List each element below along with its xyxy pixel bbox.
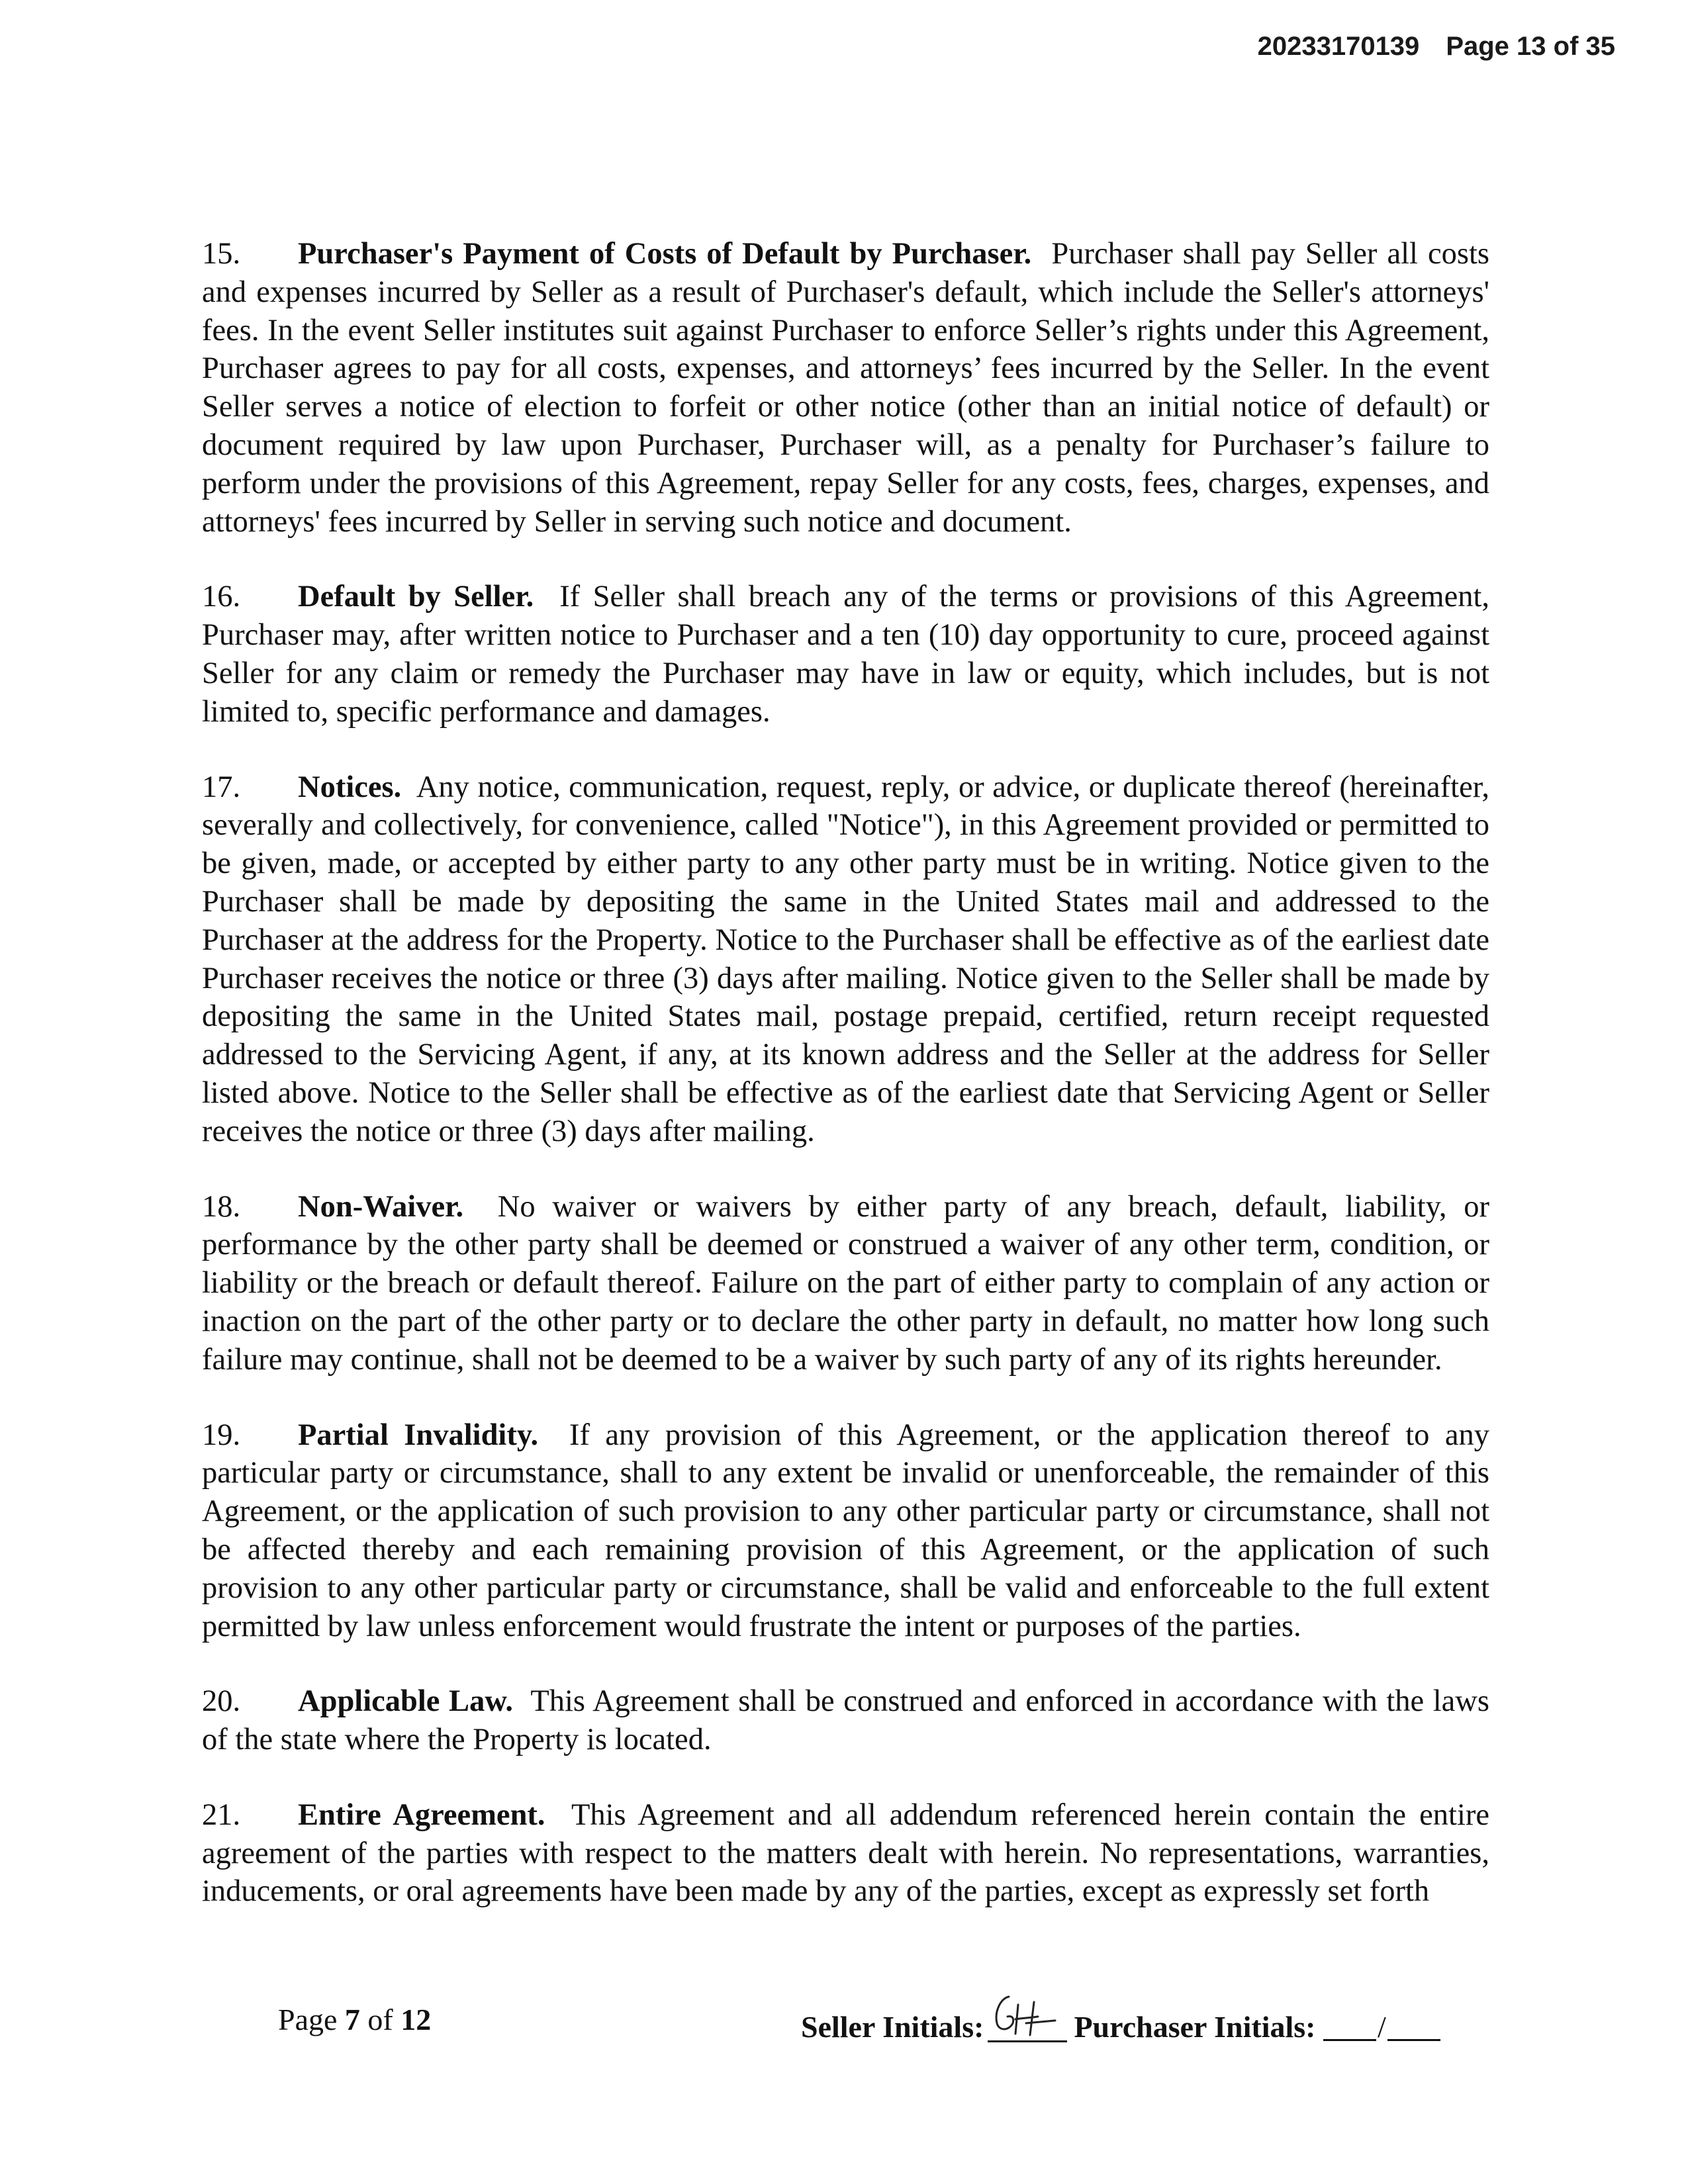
section-16 xyxy=(202,578,1489,731)
section-heading: Purchaser's Payment of Costs of Default by Purchaser. xyxy=(298,237,1032,271)
purchaser-initials-field-1[interactable] xyxy=(1323,2013,1376,2041)
section-17 xyxy=(202,768,1489,1151)
section-text: Any notice, communication, request, reply, or advice, or duplicate thereof (hereinafter, severally and collectively, for convenience, called "Notice"), in this Agreement provided or permitted to be given, made, or accepted by either party to any other party must be in writing. Notice given to the Purchaser shall be made by depositing the same in the United States mail and addressed to the Purchaser at the address for the Property. Notice to the Purchaser shall be effective as of the earliest date Purchaser receives the notice or three (3) days after mailing. Notice given to the Seller shall be made by depositing the same in the United States mail, postage prepaid, certified, return receipt requested addressed to the Servicing Agent, if any, at its known address and the Seller at the address for Seller listed above. Notice to the Seller shall be effective as of the earliest date that Servicing Agent or Seller receives the notice or three (3) days after mailing. xyxy=(202,770,1489,1148)
section-number: 17. xyxy=(202,770,241,804)
seller-initials-field[interactable] xyxy=(988,2002,1067,2042)
initials-separator: / xyxy=(1377,2010,1386,2044)
document-number: 20233170139 xyxy=(1257,32,1420,61)
section-text: Purchaser shall pay Seller all costs and expenses incurred by Seller as a result of Purchaser's default, which include the Seller's attorneys' fees. In the event Seller institutes suit against Purchaser to enforce Seller’s rights under this Agreement, Purchaser agrees to pay for all costs, expenses, and attorneys’ fees incurred by the Seller. In the event Seller serves a notice of election to forfeit or other notice (other than an initial notice of default) or document required by law upon Purchaser, Purchaser will, as a penalty for Purchaser’s failure to perform under the provisions of this Agreement, repay Seller for any costs, fees, charges, expenses, and attorneys' fees incurred by Seller in serving such notice and document. xyxy=(202,237,1489,539)
section-heading: Partial Invalidity. xyxy=(298,1418,539,1452)
section-heading: Applicable Law. xyxy=(298,1684,513,1719)
section-19 xyxy=(202,1416,1489,1646)
section-number: 21. xyxy=(202,1797,241,1832)
section-number: 18. xyxy=(202,1189,241,1224)
page-footer xyxy=(0,2002,1688,2062)
section-text: This Agreement shall be construed and enforced in accordance with the laws of the state where the Property is located. xyxy=(202,1684,1489,1757)
section-20 xyxy=(202,1682,1489,1759)
section-heading: Notices. xyxy=(298,770,402,804)
section-number: 19. xyxy=(202,1418,241,1452)
section-text: This Agreement and all addendum referenced herein contain the entire agreement of the parties with respect to the matters dealt with herein. No representations, warranties, inducements, or oral agreements have been made by any of the parties, except as expressly set forth xyxy=(202,1797,1489,1909)
section-text: If any provision of this Agreement, or the application thereof to any particular party or circumstance, shall to any extent be invalid or unenforceable, the remainder of this Agreement, or the application of such provision to any other particular party or circumstance, shall not be affected thereby and each remaining provision of this Agreement, or the application of such provision to any other particular party or circumstance, shall be valid and enforceable to the full extent permitted by law unless enforcement would frustrate the intent or purposes of the parties. xyxy=(202,1418,1489,1643)
section-heading: Default by Seller. xyxy=(298,580,534,614)
seller-initials-signature xyxy=(989,1985,1062,2040)
purchaser-initials-label: Purchaser Initials: xyxy=(1074,2010,1316,2044)
overall-page-label: Page 13 of 35 xyxy=(1446,32,1615,61)
section-number: 15. xyxy=(202,237,241,271)
page-current: 7 xyxy=(344,2003,360,2036)
section-18 xyxy=(202,1188,1489,1379)
section-heading: Entire Agreement. xyxy=(298,1797,545,1832)
section-text: No waiver or waivers by either party of any breach, default, liability, or performance by the other party shall be deemed or construed a waiver of any other term, condition, or liability or the breach or default thereof. Failure on the part of either party to complain of any action or inaction on the part of the other party or to declare the other party in default, no matter how long such failure may continue, shall not be deemed to be a waiver by such party of any of its rights hereunder. xyxy=(202,1189,1490,1377)
section-21 xyxy=(202,1796,1489,1911)
page-word: Page xyxy=(278,2003,338,2036)
purchaser-initials-field-2[interactable] xyxy=(1387,2013,1440,2041)
page-number xyxy=(278,2002,431,2037)
initials-block xyxy=(801,2002,1440,2044)
section-heading: Non-Waiver. xyxy=(298,1189,464,1224)
page-header xyxy=(1258,32,1615,62)
section-number: 20. xyxy=(202,1684,241,1719)
seller-initials-label: Seller Initials: xyxy=(801,2010,984,2044)
section-text: If Seller shall breach any of the terms or provisions of this Agreement, Purchaser may, after written notice to Purchaser and a ten (10) day opportunity to cure, proceed against Seller for any claim or remedy the Purchaser may have in law or equity, which includes, but is not limited to, specific performance and damages. xyxy=(202,580,1489,729)
section-15 xyxy=(202,235,1489,541)
page-total: 12 xyxy=(400,2003,432,2036)
section-number: 16. xyxy=(202,580,241,614)
page-of-word: of xyxy=(367,2003,393,2036)
document-body xyxy=(202,235,1489,1948)
